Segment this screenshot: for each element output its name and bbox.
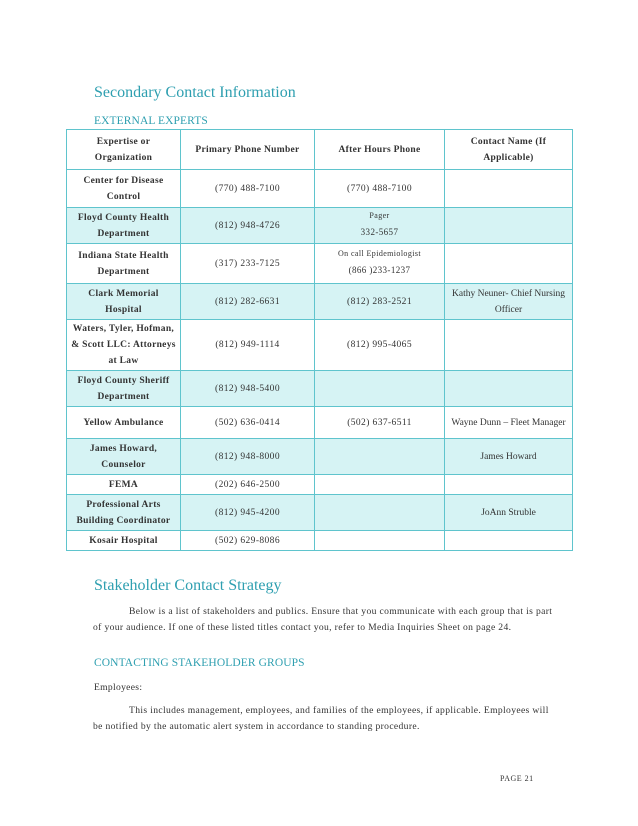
table-row [67,244,573,284]
header-expertise: Expertise or Organization [67,130,181,170]
primary-phone-cell: (502) 636-0414 [181,407,315,439]
primary-phone-cell: (812) 948-5400 [181,371,315,407]
contact-cell: Kathy Neuner- Chief Nursing Officer [445,284,573,320]
org-cell: FEMA [67,475,181,495]
header-primary-phone: Primary Phone Number [181,130,315,170]
contact-cell: Wayne Dunn – Fleet Manager [445,407,573,439]
table-row [67,531,573,551]
primary-phone-cell: (202) 646-2500 [181,475,315,495]
org-cell: Center for Disease Control [67,170,181,208]
table-row [67,170,573,208]
header-contact-name: Contact Name (If Applicable) [445,130,573,170]
table-row [67,284,573,320]
table-row [67,208,573,244]
primary-phone-cell: (502) 629-8086 [181,531,315,551]
after-hours-number: (866 )233-1237 [348,264,411,275]
primary-phone-cell: (812) 949-1114 [181,320,315,371]
org-cell: Clark Memorial Hospital [67,284,181,320]
table-row [67,407,573,439]
contact-cell: James Howard [445,439,573,475]
contact-cell [445,244,573,284]
after-hours-cell [315,244,445,284]
primary-phone-cell: (812) 948-4726 [181,208,315,244]
employees-paragraph-text: This includes management, employees, and families of the employees, if applicable. Employees will be notified by the automatic alert system in accordance to standing procedure. [93,705,549,732]
org-cell: Floyd County Health Department [67,208,181,244]
after-hours-number: 332-5657 [360,226,399,237]
after-hours-note: Pager [369,210,390,220]
table-header-row [67,130,573,170]
contact-cell [445,475,573,495]
org-cell: Waters, Tyler, Hofman, & Scott LLC: Attorneys at Law [67,320,181,371]
primary-phone-cell: (317) 233-7125 [181,244,315,284]
header-after-hours: After Hours Phone [315,130,445,170]
org-cell: Yellow Ambulance [67,407,181,439]
contact-cell [445,320,573,371]
org-cell: Kosair Hospital [67,531,181,551]
after-hours-note: On call Epidemiologist [337,248,421,258]
contact-cell [445,208,573,244]
after-hours-cell [315,208,445,244]
section-title: Secondary Contact Information [94,84,296,101]
after-hours-cell: (812) 995-4065 [315,320,445,371]
primary-phone-cell: (812) 282-6631 [181,284,315,320]
after-hours-cell [315,439,445,475]
after-hours-cell: (770) 488-7100 [315,170,445,208]
contact-cell [445,531,573,551]
after-hours-cell [315,475,445,495]
external-experts-table [66,129,573,551]
table-row [67,475,573,495]
primary-phone-cell: (812) 948-8000 [181,439,315,475]
after-hours-cell [315,495,445,531]
table-row [67,320,573,371]
strategy-paragraph [93,604,553,636]
after-hours-cell [315,531,445,551]
contact-cell [445,170,573,208]
page-number: PAGE 21 [500,774,534,783]
table-row [67,439,573,475]
table-row [67,495,573,531]
org-cell: James Howard, Counselor [67,439,181,475]
org-cell: Floyd County Sheriff Department [67,371,181,407]
strategy-title: Stakeholder Contact Strategy [94,577,282,594]
after-hours-cell: (812) 283-2521 [315,284,445,320]
employees-paragraph [93,703,553,735]
subsection-title: EXTERNAL EXPERTS [94,115,208,127]
primary-phone-cell: (812) 945-4200 [181,495,315,531]
contact-cell: JoAnn Struble [445,495,573,531]
after-hours-cell: (502) 637-6511 [315,407,445,439]
strategy-paragraph-text: Below is a list of stakeholders and publics. Ensure that you communicate with each group that is part of your audience. If one of these listed titles contact you, refer to Media Inquiries Sheet on page 24. [93,606,553,633]
primary-phone-cell: (770) 488-7100 [181,170,315,208]
org-cell: Indiana State Health Department [67,244,181,284]
employees-label: Employees: [94,682,143,693]
groups-title: CONTACTING STAKEHOLDER GROUPS [94,657,305,669]
org-cell: Professional Arts Building Coordinator [67,495,181,531]
after-hours-cell [315,371,445,407]
table-row [67,371,573,407]
contact-cell [445,371,573,407]
